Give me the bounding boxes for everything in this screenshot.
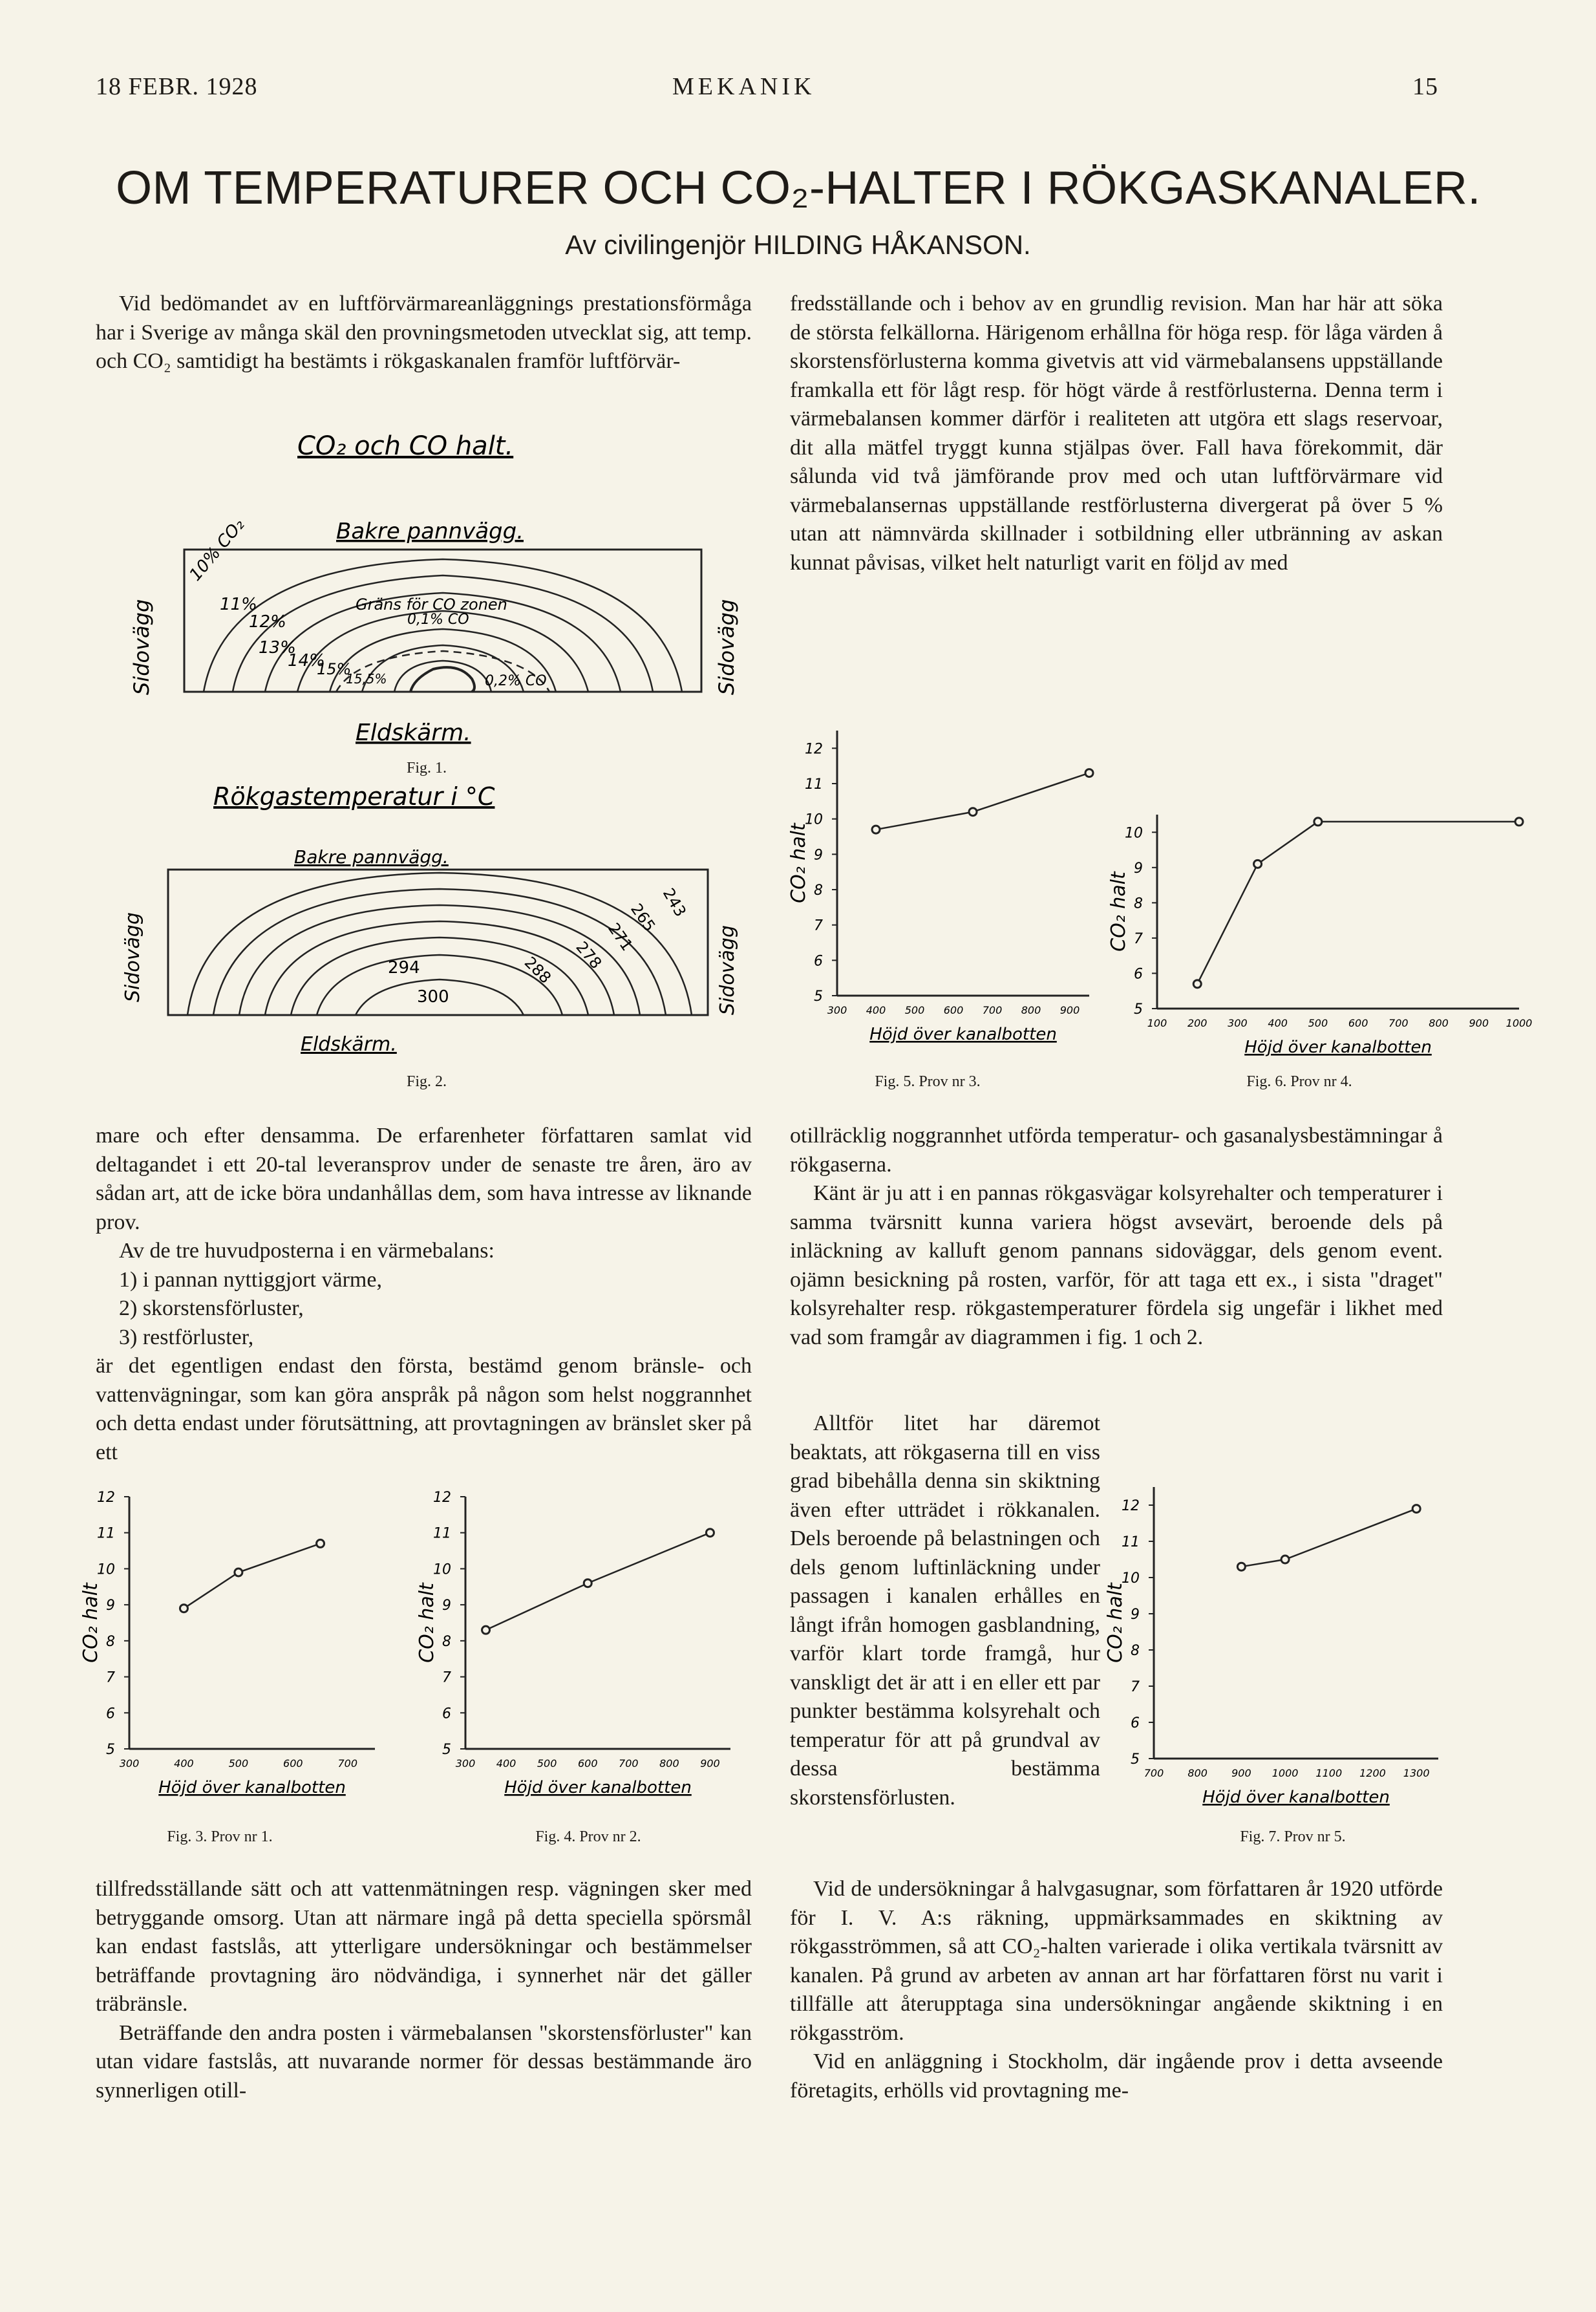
y-tick-label: 11 [805,776,823,793]
series-line [876,773,1089,830]
fig2-side-right: Sidovägg [716,925,739,1015]
x-tick-label: 400 [1268,1017,1288,1029]
fig1-label-11: 11% [220,595,257,614]
fig2-label-243: 243 [659,885,690,920]
fig1-side-left: Sidovägg [129,599,154,695]
x-tick-label: 300 [827,1004,847,1016]
y-tick-label: 9 [106,1598,115,1614]
chart-fig5 [776,718,1112,1054]
y-tick-label: 9 [1134,860,1143,877]
fig2-label-294: 294 [388,958,420,978]
paragraph: Alltför litet har däremot beaktats, att rökgaserna till en viss grad bibehålla denna sin skiktning även efter utträdet i rökkanalen. Dels beroende på belastningen och dels genom luftinläckning under passagen i kanalen erhålles en långt ifrån homogen gasblandning, varför klart torde framgå, hur vanskligt det är att i en eller ett par punkter bestämma kolsyrehalt och temperatur för att på grundval av dessa bestämma skorstensförlusten. [790,1411,1100,1810]
x-tick-label: 1300 [1403,1767,1430,1779]
x-axis-label: Höjd över kanalbotten [158,1778,346,1797]
y-tick-label: 5 [442,1742,451,1758]
chart-fig3 [71,1487,407,1823]
chart-fig6 [1107,795,1538,1057]
paragraph: Vid bedömandet av en luftförvärmareanläggnings prestationsförmåga har i Sverige av många skäl den provningsmetoden utvecklat sig, att temp. och CO₂ samtidigt ha bestämts i rökgaskanalen framför luftförvär- [96,292,752,373]
x-tick-label: 800 [1187,1767,1208,1779]
y-tick-label: 12 [1122,1498,1140,1514]
fig2-caption: Fig. 2. [406,1073,447,1090]
text-block-right-narrow [790,1409,1100,1812]
running-head-journal: MEKANIK [672,73,816,100]
fig1-caption: Fig. 1. [406,760,447,776]
x-tick-label: 1200 [1359,1767,1386,1779]
y-tick-label: 7 [1134,930,1143,947]
byline: Av civilingenjör HILDING HÅKANSON. [565,230,1031,260]
x-tick-label: 800 [1429,1017,1449,1029]
x-tick-label: 100 [1147,1017,1167,1029]
running-head-date: 18 FEBR. 1928 [96,73,258,100]
paragraph: fredsställande och i behov av en grundlig revision. Man har här att söka de största felkällorna. Härigenom erhållna för höga resp. för låga värden å skorstensförlusterna komma givetvis att vid värmebalansens uppställande framkalla ett för lågt resp. för högt värde å restförlusterna. Denna term i värmebalansen kommer därför i realiteten att utgöra ett slags reservoar, dit alla mätfel tryggt kunna stjälpas över. Fall hava förekommit, där sålunda vid två jämförande prov med och utan luftförvärmare vid värmebalansernas uppställande restförlusterna divergerat på över 5 % utan att nämnvärda skillnader i sotbildning eller utbränning av askan kunnat påvisas, vilket helt naturligt varit en följd av med [790,292,1443,575]
fig1-side-right: Sidovägg [714,599,739,695]
chart-fig7 [1099,1458,1461,1820]
fig7-caption: Fig. 7. Prov nr 5. [1240,1828,1346,1845]
y-tick-label: 7 [814,917,823,934]
fig1-label-15: 15% [317,660,352,678]
x-tick-label: 600 [577,1757,598,1770]
data-point [1085,769,1093,777]
list-item: 1) i pannan nyttiggjort värme, [119,1267,382,1292]
data-point [584,1579,591,1587]
x-tick-label: 400 [866,1004,886,1016]
y-axis-label: CO₂ halt [416,1583,438,1663]
x-tick-label: 900 [700,1757,720,1770]
paragraph: Beträffande den andra posten i värmebalansen "skorstensförluster" kan utan vidare fastslås, att nuvarande normer för dessas bestämmande äro synnerligen otill- [96,2020,752,2103]
fig1-label-co01: 0,1% CO [407,612,469,628]
y-tick-label: 11 [1122,1534,1140,1550]
fig1-label-12: 12% [249,612,286,632]
x-tick-label: 600 [283,1757,303,1770]
fig2-side-left: Sidovägg [122,912,144,1002]
fig2-label-288: 288 [520,953,555,987]
y-tick-label: 11 [433,1525,451,1542]
paragraph: otillräcklig noggrannhet utförda temperatur- och gasanalysbestämningar å rökgaserna. [790,1124,1443,1177]
x-tick-label: 1000 [1271,1767,1299,1779]
fig1-label-13: 13% [259,638,296,658]
y-tick-label: 7 [442,1669,451,1686]
y-tick-label: 9 [814,847,823,864]
y-axis-label: CO₂ halt [80,1583,102,1663]
data-point [317,1539,325,1547]
x-axis-label: Höjd över kanalbotten [1244,1038,1432,1057]
y-tick-label: 5 [106,1742,115,1758]
x-tick-label: 800 [659,1757,679,1770]
x-tick-label: 500 [1308,1017,1328,1029]
y-tick-label: 10 [97,1561,115,1578]
x-tick-label: 300 [1228,1017,1248,1029]
paragraph: tillfredsställande sätt och att vattenmätningen resp. vägningen sker med betryggande omsorg. Utan att närmare ingå på detta speciella spörsmål kan endast fastslås, att ytterligare undersökningar och bestämmelser beträffande provtagning äro nödvändiga, i synnerhet när det gäller träbränsle. [96,1877,752,2016]
x-tick-label: 700 [1144,1767,1164,1779]
fig2-label-271: 271 [604,919,637,954]
data-point [1314,818,1322,826]
fig1-zone-label: Gräns för CO zonen [356,595,507,614]
y-tick-label: 9 [442,1598,451,1614]
x-axis-label: Höjd över kanalbotten [869,1025,1057,1044]
fig1-label-14: 14% [288,651,325,670]
x-tick-label: 500 [537,1757,557,1770]
y-axis-label: CO₂ halt [1107,872,1130,952]
fig5-caption: Fig. 5. Prov nr 3. [875,1073,981,1090]
y-tick-label: 6 [1131,1715,1140,1731]
x-tick-label: 400 [174,1757,194,1770]
fig1-heading: CO₂ och CO halt. [297,431,514,461]
y-tick-label: 6 [442,1706,451,1722]
y-tick-label: 12 [805,741,823,758]
fig2-label-278: 278 [572,937,606,972]
y-tick-label: 5 [1134,1001,1143,1018]
list-item: 3) restförluster, [119,1325,254,1349]
fig2-top-label: Bakre pannvägg. [294,846,449,868]
paragraph: Vid en anläggning i Stockholm, där ingående prov i detta avseende företagits, erhölls vid provtagning me- [790,2050,1443,2103]
y-tick-label: 8 [106,1633,115,1650]
fig1-bottom-label: Eldskärm. [356,720,471,746]
fig2-bottom-label: Eldskärm. [301,1033,397,1056]
page-number: 15 [1412,73,1438,100]
data-point [1254,860,1262,868]
article-title: OM TEMPERATURER OCH CO₂-HALTER I RÖKGASKANALER. [116,162,1481,214]
paragraph: är det egentligen endast den första, bestämd genom bränsle- och vattenvägningar, som kan göra anspråk på någon som helst noggrannhet och detta endast under förutsättning, att provtagningen av bränslet sker på ett [96,1354,752,1464]
text-block-right-bottom [790,1875,1443,2105]
series-line [1197,822,1519,984]
y-tick-label: 6 [1134,966,1143,983]
x-tick-label: 700 [337,1757,358,1770]
x-tick-label: 200 [1187,1017,1208,1029]
x-tick-label: 800 [1021,1004,1041,1016]
y-tick-label: 8 [1134,895,1143,912]
fig4-caption: Fig. 4. Prov nr 2. [535,1828,641,1845]
y-tick-label: 8 [814,883,823,899]
x-axis-label: Höjd över kanalbotten [504,1778,692,1797]
series-line [1241,1509,1416,1567]
paragraph: Känt är ju att i en pannas rökgasvägar kolsyrehalter och temperaturer i samma tvärsnitt kunna variera högst avsevärt, beroende dels på inläckning av kalluft genom pannans sidoväggar, dels genom event. ojämn besickning på rosten, varför, för att taga ett ex., i sista "draget" kolsyrehalter resp. rökgastemperaturer fördela sig ungefär i likhet med vad som framgår av diagrammen i fig. 1 och 2. [790,1181,1443,1349]
y-tick-label: 10 [433,1561,451,1578]
text-block-right-top [790,290,1443,577]
text-block-left-bottom [96,1875,752,2105]
paragraph: Vid de undersökningar å halvgasugnar, som författaren år 1920 utförde för I. V. A:s räkning, uppmärksammades en skiktning av rökgasströmmen, så att CO₂-halten varierade i olika vertikala tvärsnitt av kanalen. På grund av arbeten av annan art har författaren först nu varit i tillfälle att återupptaga sina undersökningar angående skiktning i en rökgasström. [790,1877,1443,2045]
y-tick-label: 7 [106,1669,115,1686]
y-tick-label: 5 [814,989,823,1005]
x-tick-label: 700 [1389,1017,1409,1029]
x-tick-label: 900 [1059,1004,1080,1016]
y-tick-label: 6 [106,1706,115,1722]
x-tick-label: 700 [982,1004,1003,1016]
data-point [1281,1556,1289,1563]
data-point [482,1626,490,1634]
x-tick-label: 400 [496,1757,516,1770]
x-tick-label: 1100 [1315,1767,1343,1779]
fig6-caption: Fig. 6. Prov nr 4. [1246,1073,1352,1090]
text-block-right-middle [790,1122,1443,1352]
text-block-left-middle [96,1122,752,1467]
figure-1-co2-diagram [123,430,763,773]
data-point [235,1568,242,1576]
fig1-label-10: 10% CO₂ [186,515,249,585]
fig1-label-co02: 0,2% CO [485,673,547,689]
y-tick-label: 6 [814,953,823,970]
y-tick-label: 5 [1131,1751,1140,1768]
list-item: 2) skorstensförluster, [119,1296,304,1320]
fig1-label-155: 15,5% [346,671,387,687]
paragraph: Av de tre huvudposterna i en värmebalans: [119,1239,495,1263]
x-tick-label: 500 [904,1004,925,1016]
y-axis-label: CO₂ halt [787,823,810,903]
x-tick-label: 900 [1231,1767,1251,1779]
data-point [1412,1505,1420,1513]
figure-2-temperature-diagram [123,779,763,1064]
y-tick-label: 7 [1131,1679,1140,1695]
x-tick-label: 900 [1469,1017,1489,1029]
x-tick-label: 300 [119,1757,140,1770]
y-tick-label: 9 [1131,1607,1140,1623]
series-line [184,1543,320,1608]
fig3-caption: Fig. 3. Prov nr 1. [167,1828,273,1845]
y-tick-label: 12 [433,1490,451,1506]
data-point [969,808,977,816]
y-tick-label: 10 [1125,825,1143,842]
data-point [706,1529,714,1537]
y-axis-label: CO₂ halt [1104,1583,1127,1663]
y-tick-label: 8 [442,1633,451,1650]
fig2-label-265: 265 [627,900,659,935]
data-point [180,1605,187,1612]
x-tick-label: 600 [943,1004,964,1016]
fig1-top-label: Bakre pannvägg. [336,519,524,544]
chart-fig4 [407,1487,756,1823]
data-point [1237,1563,1245,1570]
y-tick-label: 11 [97,1525,115,1542]
x-tick-label: 300 [455,1757,476,1770]
x-tick-label: 500 [228,1757,249,1770]
y-tick-label: 12 [97,1490,115,1506]
fig2-heading: Rökgastemperatur i °C [213,782,495,811]
data-point [872,826,880,833]
text-block-left-top [96,290,752,376]
x-tick-label: 600 [1348,1017,1368,1029]
x-axis-label: Höjd över kanalbotten [1202,1788,1390,1807]
data-point [1515,818,1523,826]
y-tick-label: 8 [1131,1643,1140,1659]
series-line [486,1533,710,1630]
y-tick-label: 10 [1122,1570,1140,1587]
paragraph: mare och efter densamma. De erfarenheter författaren samlat vid deltagandet i ett 20-tal leveransprov under de senaste tre åren, äro av sådan art, att de icke böra undanhållas dem, som hava intresse av liknande prov. [96,1124,752,1234]
data-point [1193,980,1201,988]
fig2-label-300: 300 [417,987,449,1007]
y-tick-label: 10 [805,811,823,828]
x-tick-label: 1000 [1506,1017,1533,1029]
x-tick-label: 700 [619,1757,639,1770]
